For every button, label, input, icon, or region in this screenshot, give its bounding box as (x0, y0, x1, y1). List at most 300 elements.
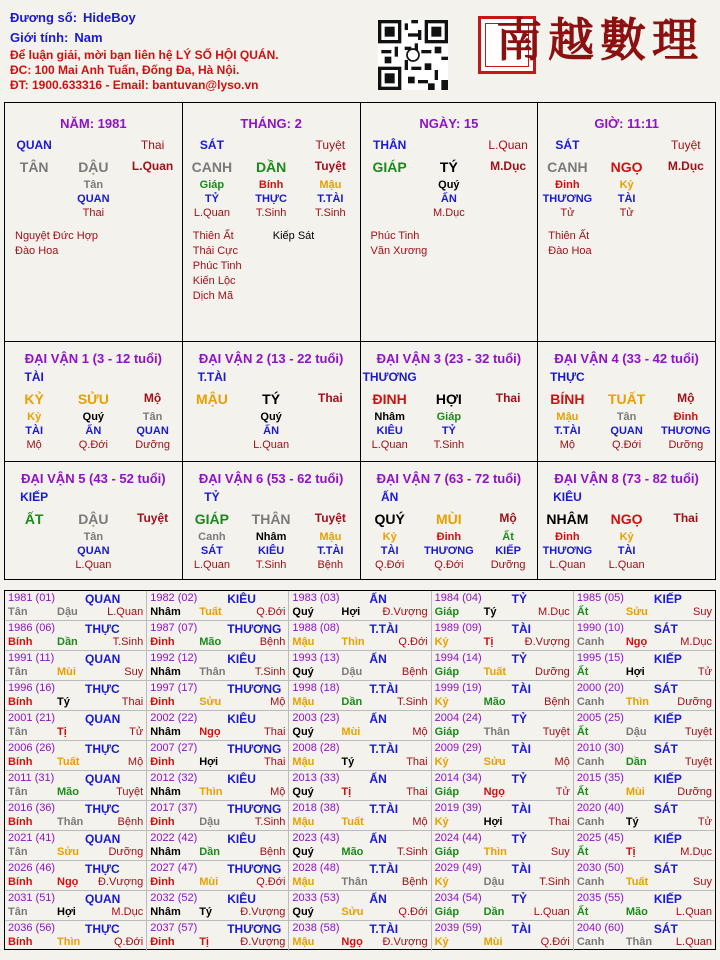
earthly-branch: Dần (483, 906, 505, 918)
ten-god-star: KIẾP (653, 832, 682, 846)
year-cell[interactable] (432, 861, 574, 890)
life-stage: L.Quan (533, 906, 570, 918)
heavenly-stem: Mậu (292, 936, 315, 948)
dai-van-main-row (5, 511, 182, 527)
life-stage: Thai (673, 511, 699, 525)
year-cell[interactable] (289, 861, 431, 890)
life-stage: Mộ (270, 696, 286, 708)
name-line (10, 8, 370, 28)
earthly-branch: Ngọ (57, 876, 79, 888)
hidden-stem-item: Q.Đới (434, 559, 464, 571)
ten-god-star: TỶ (511, 892, 527, 906)
ten-god-star: KIẾP (653, 652, 682, 666)
year-cell[interactable] (574, 591, 715, 620)
year-cell[interactable] (289, 651, 431, 680)
year-cell[interactable] (432, 831, 574, 860)
year-row (5, 831, 715, 861)
earthly-branch: Thìn (199, 786, 223, 798)
life-stage: Thai (317, 391, 343, 405)
heavenly-stem: Quý (292, 666, 314, 678)
ten-god-star: SÁT (199, 138, 224, 152)
year-cell[interactable] (147, 801, 289, 830)
hidden-stem-row (361, 193, 538, 207)
ten-god-star: QUAN (85, 832, 121, 846)
earthly-branch: Tuất (199, 606, 222, 618)
life-stage: Mộ (127, 756, 144, 768)
heavenly-stem: Quý (292, 786, 314, 798)
hidden-stem-item: Đinh (555, 531, 580, 543)
year-cell[interactable] (574, 861, 715, 890)
year-cell[interactable] (574, 831, 715, 860)
year-cell[interactable] (432, 771, 574, 800)
year-cell[interactable] (147, 861, 289, 890)
hidden-stem-item: ẤN (263, 425, 280, 437)
year-label: 1999 (19) (434, 682, 482, 694)
earthly-branch: TUẤT (607, 391, 646, 407)
heavenly-stem: Tân (8, 606, 28, 618)
life-stage: Tử (697, 816, 713, 828)
earthly-branch: Hợi (57, 906, 76, 918)
earthly-branch: Mùi (199, 876, 219, 888)
hidden-stem-item: TỶ (204, 193, 219, 205)
hidden-stem-row (183, 545, 360, 559)
shen-sha-list (273, 229, 315, 244)
pillar-main-row (183, 159, 360, 175)
dai-van-title: ĐẠI VẬN 4 (33 - 42 tuổi) (554, 351, 699, 366)
dai-van-star-row (5, 490, 182, 506)
life-stage: T.Sinh (397, 696, 428, 708)
year-cell[interactable] (432, 651, 574, 680)
heavenly-stem: Mậu (292, 876, 315, 888)
earthly-branch: Sửu (199, 696, 222, 708)
ten-god-star: KIẾP (653, 592, 682, 606)
earthly-branch: Tuất (483, 666, 507, 678)
pillar-title: NGÀY: 15 (419, 116, 479, 131)
pillar-star-row (361, 138, 538, 154)
life-stage: Tử (555, 786, 570, 798)
year-cell[interactable] (147, 741, 289, 770)
hidden-stem-row (5, 207, 182, 221)
earthly-branch: Tị (483, 636, 494, 648)
year-cell[interactable] (147, 921, 289, 951)
year-cell[interactable] (432, 801, 574, 830)
hidden-stem-item: ẤN (85, 425, 102, 437)
heavenly-stem: Đinh (150, 636, 175, 648)
ten-god-star: TÀI (511, 862, 531, 876)
hidden-stem-row (183, 179, 360, 193)
dai-van-cell (183, 462, 361, 580)
dai-van-panel (4, 342, 716, 580)
heavenly-stem: GIÁP (194, 511, 230, 527)
hidden-stem-item: Mậu (319, 531, 342, 543)
year-cell[interactable] (147, 771, 289, 800)
year-cell[interactable] (5, 861, 147, 890)
dai-van-main-row (361, 511, 538, 527)
heavenly-stem: Kỷ (434, 876, 449, 888)
year-cell[interactable] (574, 921, 715, 951)
earthly-branch: Thìn (341, 636, 365, 648)
dai-van-main-row (183, 391, 360, 407)
hidden-stem-row (361, 425, 538, 439)
ten-god-star: THƯƠNG (227, 622, 282, 636)
heavenly-stem: ĐINH (372, 391, 407, 407)
hidden-stem-item: Kỷ (382, 531, 397, 543)
hidden-stem-item: Kỷ (619, 531, 634, 543)
earthly-branch: SỬU (77, 391, 109, 407)
dai-van-title: ĐẠI VẬN 2 (13 - 22 tuổi) (198, 351, 344, 366)
heavenly-stem: Đinh (150, 816, 175, 828)
year-label: 2035 (55) (576, 892, 624, 904)
life-stage: L.Quan (675, 936, 713, 948)
year-row (5, 621, 715, 651)
year-label: 1993 (13) (292, 652, 340, 664)
year-cell[interactable] (289, 891, 431, 920)
year-label: 1998 (18) (292, 682, 340, 694)
hidden-stem-item: Nhâm (255, 531, 287, 543)
year-cell[interactable] (147, 711, 289, 740)
earthly-branch: Dần (341, 696, 363, 708)
dai-van-star-row (538, 490, 715, 506)
ten-god-star: SÁT (653, 742, 678, 756)
year-cell[interactable] (289, 801, 431, 830)
hidden-stem-item: THƯƠNG (424, 545, 474, 557)
hidden-stem-item: T.TÀI (554, 425, 581, 437)
life-stage: Đ.Vượng (98, 876, 144, 888)
hidden-stem-item: L.Quan (193, 559, 230, 571)
ten-god-star: QUAN (85, 652, 121, 666)
heavenly-stem: Quý (292, 846, 314, 858)
year-cell[interactable] (5, 741, 147, 770)
year-label: 2012 (32) (150, 772, 198, 784)
hidden-stem-item: QUAN (77, 545, 110, 557)
hidden-stem-item: M.Dục (432, 207, 465, 219)
dai-van-row (5, 342, 715, 461)
heavenly-stem: Tân (8, 906, 28, 918)
hidden-stem-item: Đinh (436, 531, 462, 543)
ten-god-star: SÁT (653, 682, 678, 696)
year-cell[interactable] (432, 711, 574, 740)
heavenly-stem: Bính (8, 696, 33, 708)
ten-god-star: TỶ (511, 592, 527, 606)
ten-god-star: KIẾP (653, 712, 682, 726)
hidden-stem-item: TÀI (25, 425, 44, 437)
heavenly-stem: Bính (8, 756, 33, 768)
life-stage: Tuyệt (684, 726, 713, 738)
ten-god-star: TỶ (511, 712, 527, 726)
year-label: 2018 (38) (292, 802, 340, 814)
dai-van-star-row (183, 370, 360, 386)
life-stage: Q.Đới (256, 606, 286, 618)
year-cell[interactable] (289, 591, 431, 620)
year-label: 2009 (29) (434, 742, 482, 754)
ten-god-star: ẤN (369, 832, 387, 846)
year-cell[interactable] (574, 741, 715, 770)
year-cell[interactable] (574, 681, 715, 710)
heavenly-stem: Tân (8, 666, 28, 678)
year-cell[interactable] (147, 681, 289, 710)
dai-van-main-row (361, 391, 538, 407)
gender-line (10, 28, 370, 48)
hidden-stem-row (538, 545, 715, 559)
hidden-stem-row (538, 411, 715, 425)
ten-god-star: THƯƠNG (227, 742, 282, 756)
earthly-branch: DẬU (78, 159, 109, 175)
earthly-branch: Tuất (341, 816, 364, 828)
hidden-stem-item: Q.Đới (78, 439, 108, 451)
heavenly-stem: Tân (8, 786, 28, 798)
dai-van-main-row (5, 391, 182, 407)
heavenly-stem: Quý (292, 726, 314, 738)
year-cell[interactable] (5, 921, 147, 951)
branch-life-stage: M.Dục (667, 159, 704, 173)
annual-luck-table (4, 590, 716, 950)
year-cell[interactable] (574, 621, 715, 650)
year-label: 2036 (56) (8, 922, 56, 934)
year-cell[interactable] (574, 651, 715, 680)
shen-sha-list (193, 229, 242, 304)
hidden-stem-row (538, 439, 715, 453)
earthly-branch: Dậu (483, 876, 505, 888)
year-label: 2002 (22) (150, 712, 198, 724)
heavenly-stem: Giáp (434, 786, 460, 798)
year-cell[interactable] (432, 621, 574, 650)
hidden-stem-item: Giáp (199, 179, 225, 191)
year-cell[interactable] (289, 741, 431, 770)
year-cell[interactable] (289, 831, 431, 860)
year-label: 1983 (03) (292, 592, 340, 604)
name-value: HideBoy (83, 10, 136, 25)
life-stage: Q.Đới (398, 906, 428, 918)
hidden-stem-row (5, 439, 182, 453)
year-label: 2006 (26) (8, 742, 56, 754)
hidden-stem-row (183, 425, 360, 439)
life-stage: Thai (140, 138, 165, 152)
year-cell[interactable] (147, 591, 289, 620)
year-cell[interactable] (289, 711, 431, 740)
hidden-stem-item: T.Sinh (255, 207, 287, 219)
branch-life-stage: M.Dục (490, 159, 527, 173)
year-cell[interactable] (574, 891, 715, 920)
earthly-branch: Ngọ (341, 936, 363, 948)
life-stage: Dưỡng (535, 666, 570, 678)
life-stage: T.Sinh (539, 876, 570, 888)
year-cell[interactable] (289, 771, 431, 800)
year-cell[interactable] (147, 651, 289, 680)
life-stage: Đ.Vượng (382, 936, 428, 948)
earthly-branch: Mão (341, 846, 364, 858)
year-label: 1986 (06) (8, 622, 56, 634)
year-label: 2028 (48) (292, 862, 340, 874)
year-cell[interactable] (5, 711, 147, 740)
year-label: 2038 (58) (292, 922, 340, 934)
earthly-branch: Tý (483, 606, 497, 618)
ten-god-star: TỶ (511, 772, 527, 786)
earthly-branch: Hợi (483, 816, 503, 828)
hidden-stem-item: Đinh (673, 411, 699, 423)
life-stage: T.Sinh (254, 816, 286, 828)
life-stage: Mộ (554, 756, 570, 768)
year-cell[interactable] (432, 891, 574, 920)
life-stage: Mộ (270, 786, 286, 798)
dai-van-star-row (361, 370, 538, 386)
year-cell[interactable] (289, 621, 431, 650)
life-stage: Dưỡng (677, 696, 713, 708)
year-label: 2032 (52) (150, 892, 198, 904)
pillar-main-row (5, 159, 182, 175)
earthly-branch: MÙI (436, 511, 462, 527)
year-row (5, 771, 715, 801)
life-stage: Tuyệt (671, 138, 701, 152)
heavenly-stem: Ất (576, 606, 589, 618)
hidden-stem-item: THƯƠNG (660, 425, 711, 437)
dai-van-main-row (538, 391, 715, 407)
earthly-branch: Tý (57, 696, 70, 708)
shen-sha-item: Dịch Mã (192, 290, 234, 302)
year-cell[interactable] (5, 891, 147, 920)
year-label: 2005 (25) (576, 712, 624, 724)
year-label: 1990 (10) (576, 622, 624, 634)
life-stage: Suy (550, 846, 570, 858)
earthly-branch: TÝ (262, 391, 281, 407)
earthly-branch: Dậu (57, 606, 78, 618)
ten-god-star: T.TÀI (369, 622, 399, 636)
heavenly-stem: Ất (576, 726, 589, 738)
year-label: 2008 (28) (292, 742, 340, 754)
qr-code-icon[interactable] (378, 20, 448, 90)
earthly-branch: NGỌ (610, 511, 643, 527)
year-label: 2023 (43) (292, 832, 340, 844)
dai-van-star-row (538, 370, 715, 386)
ten-god-star: SÁT (653, 622, 678, 636)
earthly-branch: Tý (341, 756, 355, 768)
hidden-stem-item: L.Quan (608, 559, 645, 571)
ten-god-star: TỶ (204, 490, 220, 504)
earthly-branch: Mão (57, 786, 79, 798)
heavenly-stem: Giáp (434, 666, 460, 678)
hidden-stem-item: Mộ (26, 439, 42, 451)
shen-sha-item: Kiến Lộc (192, 275, 236, 287)
dai-van-cell (361, 462, 539, 580)
hidden-stem-item: TÀI (617, 545, 636, 557)
year-cell[interactable] (574, 771, 715, 800)
life-stage: Thai (548, 816, 570, 828)
year-label: 1996 (16) (8, 682, 56, 694)
gender-label: Giới tính: (10, 30, 69, 45)
life-stage: Bệnh (544, 696, 570, 708)
life-stage: Mộ (677, 391, 695, 405)
year-cell[interactable] (574, 801, 715, 830)
life-stage: Tuyệt (116, 786, 144, 798)
year-label: 1997 (17) (150, 682, 198, 694)
year-cell[interactable] (147, 891, 289, 920)
heavenly-stem: MẬU (195, 391, 228, 407)
year-cell[interactable] (5, 771, 147, 800)
heavenly-stem: Quý (292, 906, 314, 918)
ten-god-star: KIÊU (227, 892, 256, 906)
pillar-column (183, 103, 361, 341)
year-label: 2016 (36) (8, 802, 56, 814)
hidden-stem-row (183, 411, 360, 425)
year-label: 2024 (44) (434, 832, 482, 844)
year-cell[interactable] (574, 711, 715, 740)
ten-god-star: THƯƠNG (227, 682, 282, 696)
earthly-branch: NGỌ (610, 159, 643, 175)
life-stage: Mộ (499, 511, 517, 525)
year-cell[interactable] (5, 831, 147, 860)
ten-god-star: KIÊU (227, 592, 256, 606)
hidden-stem-item: Dưỡng (668, 439, 704, 451)
dai-van-main-row (183, 511, 360, 527)
earthly-branch: Dậu (341, 666, 363, 678)
ten-god-star: KIẾP (20, 490, 49, 504)
life-stage: T.Sinh (112, 636, 144, 648)
earthly-branch: Thìn (625, 696, 650, 708)
dai-van-title: ĐẠI VẬN 5 (43 - 52 tuổi) (21, 471, 166, 486)
year-label: 1992 (12) (150, 652, 198, 664)
ten-god-star: THỰC (85, 622, 120, 636)
year-cell[interactable] (5, 591, 147, 620)
hidden-stem-row (361, 439, 538, 453)
hidden-stem-item: TÀI (617, 193, 636, 205)
year-cell[interactable] (147, 621, 289, 650)
heavenly-stem: Canh (576, 936, 605, 948)
year-label: 2039 (59) (434, 922, 482, 934)
ten-god-star: TÀI (24, 370, 44, 384)
hidden-stem-row (183, 531, 360, 545)
ten-god-star: TỶ (511, 652, 527, 666)
year-row (5, 921, 715, 951)
dai-van-cell (538, 342, 715, 461)
life-stage: Đ.Vượng (240, 936, 286, 948)
life-stage: Thai (406, 786, 428, 798)
year-cell[interactable] (432, 921, 574, 951)
hidden-stem-item: Tử (619, 207, 634, 219)
year-cell[interactable] (432, 741, 574, 770)
hidden-stem-row (538, 531, 715, 545)
life-stage: Đ.Vượng (524, 636, 570, 648)
hidden-stem-item: Tân (616, 411, 637, 423)
hidden-stem-row (361, 545, 538, 559)
year-cell[interactable] (432, 591, 574, 620)
dai-van-star-row (361, 490, 538, 506)
year-cell[interactable] (5, 621, 147, 650)
year-cell[interactable] (5, 681, 147, 710)
ten-god-star: TÀI (511, 922, 531, 936)
ten-god-star: KIÊU (227, 772, 256, 786)
ten-god-star: KIÊU (553, 490, 582, 504)
shen-sha-item: Đào Hoa (548, 245, 592, 257)
life-stage: Q.Đới (540, 936, 570, 948)
year-cell[interactable] (5, 651, 147, 680)
hidden-stem-item: Tử (560, 207, 575, 219)
heavenly-stem: Tân (8, 846, 28, 858)
earthly-branch: Sửu (625, 606, 648, 618)
year-cell[interactable] (5, 801, 147, 830)
year-cell[interactable] (147, 831, 289, 860)
year-cell[interactable] (432, 681, 574, 710)
life-stage: Tuyệt (684, 756, 713, 768)
hidden-stem-item: L.Quan (371, 439, 408, 451)
heavenly-stem: Kỷ (434, 636, 449, 648)
year-label: 2003 (23) (292, 712, 340, 724)
hidden-stem-row (5, 425, 182, 439)
hidden-stem-item: THƯƠNG (542, 193, 593, 205)
year-cell[interactable] (289, 681, 431, 710)
dai-van-cell (5, 342, 183, 461)
year-label: 1984 (04) (434, 592, 482, 604)
heavenly-stem: Giáp (434, 906, 460, 918)
year-cell[interactable] (289, 921, 431, 951)
